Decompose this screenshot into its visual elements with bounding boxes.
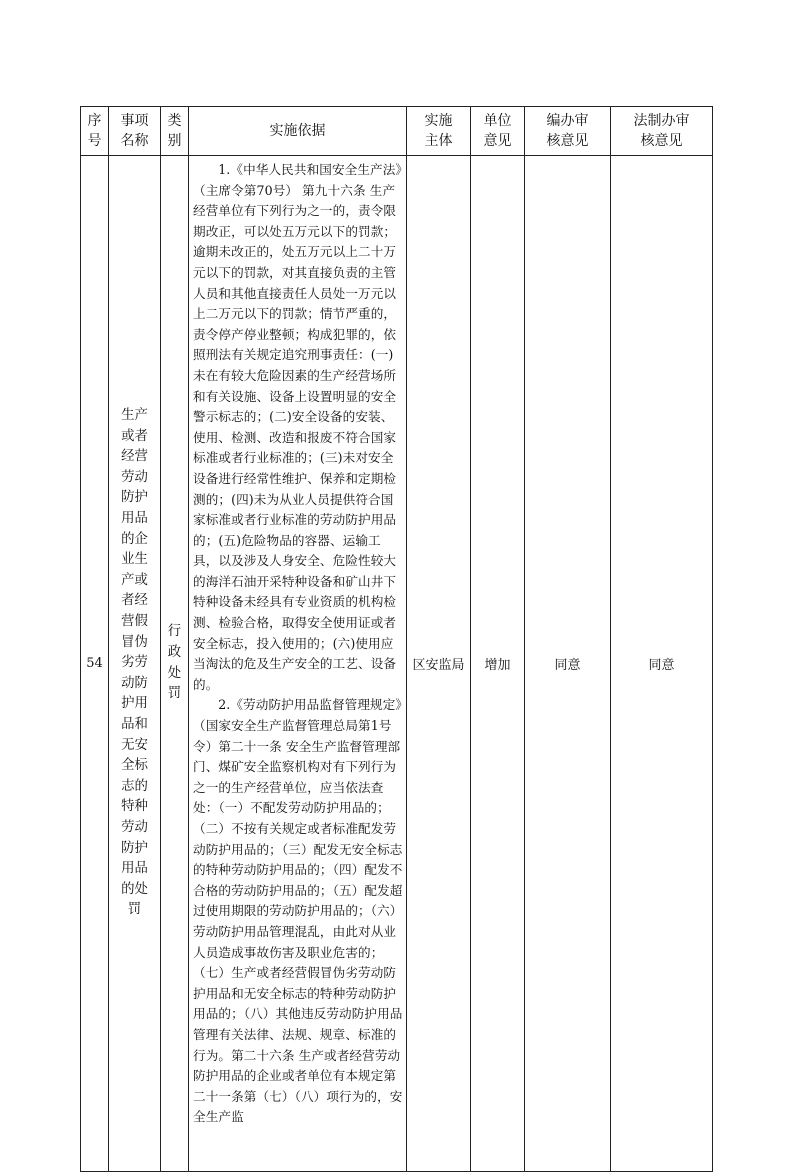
- row-category: 行政处罚: [161, 156, 189, 1172]
- table-row: [81, 156, 713, 1172]
- row-staff-opinion: 同意: [525, 156, 611, 1172]
- authority-table: [80, 106, 713, 1172]
- basis-paragraph-1: 1.《中华人民共和国安全生产法》（主席令第70号） 第九十六条 生产经营单位有下列行为之一的，责令限期改正，可以处五万元以下的罚款；逾期未改正的，处五万元以上二十万元以下的罚款，对其直接负责的主管人员和其他直接责任人员处一万元以上二万元以下的罚款；情节严重的，责令停产停业整顿；构成犯罪的，依照刑法有关规定追究刑事责任：(一)未在有较大危险因素的生产经营场所和有关设施、设备上设置明显的安全警示标志的；(二)安全设备的安装、使用、检测、改造和报废不符合国家标准或者行业标准的；(三)未对安全设备进行经常性维护、保养和定期检测的；(四)未为从业人员提供符合国家标准或者行业标准的劳动防护用品的；(五)危险物品的容器、运输工具，以及涉及人身安全、危险性较大的海洋石油开采特种设备和矿山井下特种设备未经具有专业资质的机构检测、检验合格，取得安全使用证或者安全标志，投入使用的；(六)使用应当淘汰的危及生产安全的工艺、设备的。: [193, 162, 402, 692]
- row-item-name: 生产或者经营劳动防护用品的企业生产或者经营假冒伪劣劳动防护用品和无安全标志的特种劳动防护用品的处罚: [109, 156, 161, 1172]
- row-unit-opinion: 增加: [471, 156, 525, 1172]
- basis-paragraph-2: 2.《劳动防护用品监督管理规定》（国家安全生产监督管理总局第1号令）第二十一条 安全生产监督管理部门、煤矿安全监察机构对有下列行为之一的生产经营单位，应当依法查处：（一）不配发劳动防护用品的；（二）不按有关规定或者标准配发劳动防护用品的；（三）配发无安全标志的特种劳动防护用品的；（四）配发不合格的劳动防护用品的；（五）配发超过使用期限的劳动防护用品的；（六）劳动防护用品管理混乱，由此对从业人员造成事故伤害及职业危害的；（七）生产或者经营假冒伪劣劳动防护用品和无安全标志的特种劳动防护用品的；（八）其他违反劳动防护用品管理有关法律、法规、规章、标准的行为。第二十六条 生产或者经营劳动防护用品的企业或者单位有本规定第二十一条第（七）（八）项行为的，安全生产监: [193, 697, 403, 1125]
- header-item-name: 事项名称: [109, 107, 161, 156]
- header-subject: 实施主体: [407, 107, 471, 156]
- header-category: 类别: [161, 107, 189, 156]
- header-no: 序号: [81, 107, 109, 156]
- row-subject: 区安监局: [407, 156, 471, 1172]
- header-staff-opinion: 编办审核意见: [525, 107, 611, 156]
- header-row: [81, 107, 713, 156]
- row-legal-opinion: 同意: [611, 156, 713, 1172]
- header-basis: 实施依据: [189, 107, 407, 156]
- header-legal-opinion: 法制办审核意见: [611, 107, 713, 156]
- row-no: 54: [81, 156, 109, 1172]
- header-unit-opinion: 单位意见: [471, 107, 525, 156]
- row-basis: [189, 156, 407, 1172]
